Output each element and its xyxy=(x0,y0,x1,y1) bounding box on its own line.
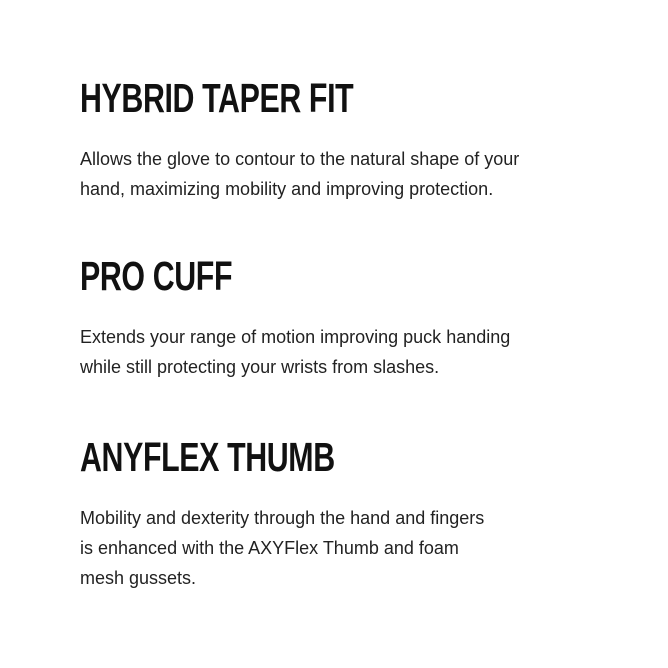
feature-title: PRO CUFF xyxy=(80,253,233,299)
feature-title: HYBRID TAPER FIT xyxy=(80,75,354,121)
description-line: is enhanced with the AXYFlex Thumb and foam xyxy=(80,538,459,558)
feature-title: ANYFLEX THUMB xyxy=(80,434,335,480)
feature-anyflex-thumb xyxy=(80,433,640,593)
feature-description xyxy=(80,144,640,204)
description-line: Mobility and dexterity through the hand and fingers xyxy=(80,508,485,528)
feature-description xyxy=(80,322,640,382)
description-line: hand, maximizing mobility and improving protection. xyxy=(80,179,494,199)
feature-pro-cuff xyxy=(80,252,640,382)
description-line: mesh gussets. xyxy=(80,568,197,588)
feature-hybrid-taper-fit xyxy=(80,74,640,204)
feature-description xyxy=(80,503,640,593)
description-line: Allows the glove to contour to the natural shape of your xyxy=(80,149,520,169)
description-line: Extends your range of motion improving puck handing xyxy=(80,327,511,347)
description-line: while still protecting your wrists from slashes. xyxy=(80,357,440,377)
